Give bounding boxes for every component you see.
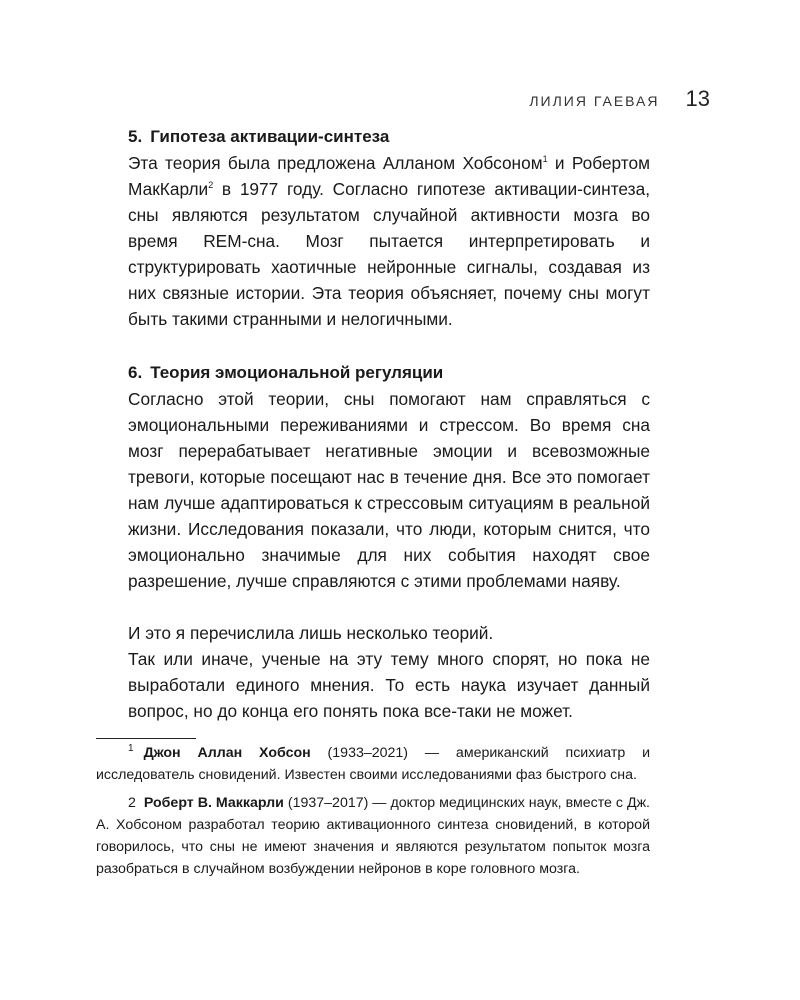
page-number: 13 [685, 86, 710, 111]
footnote-2-name: Роберт В. Маккарли [143, 795, 284, 811]
section-5-paragraph [128, 150, 650, 332]
author-name: ЛИЛИЯ ГАЕВАЯ [529, 93, 660, 109]
section-5-text-a: Эта теория была предложена Алланом Хобсоном [128, 153, 543, 173]
running-header [529, 86, 710, 112]
footnote-1: 1 Джон Аллан Хобсон (1933–2021) — американский психиатр и исследователь сновидений. Известен своими исследованиями фаз быстрого сна. [96, 743, 650, 783]
footnote-1-name: Джон Аллан Хобсон [143, 745, 311, 761]
section-6-heading [128, 360, 650, 386]
section-5-title: Гипотеза активации-синтеза [150, 127, 390, 146]
footnote-ref-2[interactable]: 2 [208, 180, 214, 191]
section-6-title: Теория эмоциональной регуляции [150, 363, 444, 382]
section-5-heading [128, 124, 650, 150]
section-6-paragraph: Согласно этой теории, сны помогают нам справляться с эмоциональными переживаниями и стрессом. Во время сна мозг перерабатывает негативные эмоции и всевозможные тревоги, которые посещают нас в течение дня. Все это помогает нам лучше адаптироваться к стрессовым ситуациям в реальной жизни. Исследования показали, что люди, которым снится, что эмоционально значимые для них события находят свое разрешение, лучше справляются с этими проблемами наяву. [128, 389, 650, 591]
section-5-text-c: в 1977 году. Согласно гипотезе активации-синтеза, сны являются результатом случайной активности мозга во время REM-сна. Мозг пытается интерпретировать и структурировать хаотичные нейронные сигналы, создавая из них связные истории. Эта теория объясняет, почему сны могут быть такими странными и нелогичными. [128, 179, 650, 329]
footnote-2-text: (1937–2017) — доктор медицинских наук, вместе с Дж. А. Хобсоном разработал теорию активационного синтеза сновидений, в которой говорилось, что сны не имеют значения и являются результатом попыток мозга разобраться в случайном возбуждении нейронов в коре головного мозга. [96, 795, 650, 877]
main-text [128, 124, 650, 724]
section-5-number: 5. [128, 127, 143, 146]
footnote-ref-1[interactable]: 1 [542, 154, 548, 165]
footnote-divider [96, 738, 196, 739]
section-5-text-b: и Робертом МакКарли [128, 153, 650, 199]
section-6-number: 6. [128, 363, 143, 382]
footnote-2 [96, 792, 650, 880]
closing-paragraph-1: И это я перечислила лишь несколько теорий. [128, 623, 494, 643]
footnotes [96, 742, 650, 880]
closing-paragraph-2: Так или иначе, ученые на эту тему много спорят, но пока не выработали единого мнения. То есть наука изучает данный вопрос, но до конца его понять пока все-таки не может. [128, 649, 650, 721]
footnote-1-text: (1933–2021) — американский психиатр и исследователь сновидений. Известен своими исследованиями фаз быстрого сна. [96, 745, 650, 783]
footnote-2-mark: 2 [128, 795, 136, 811]
